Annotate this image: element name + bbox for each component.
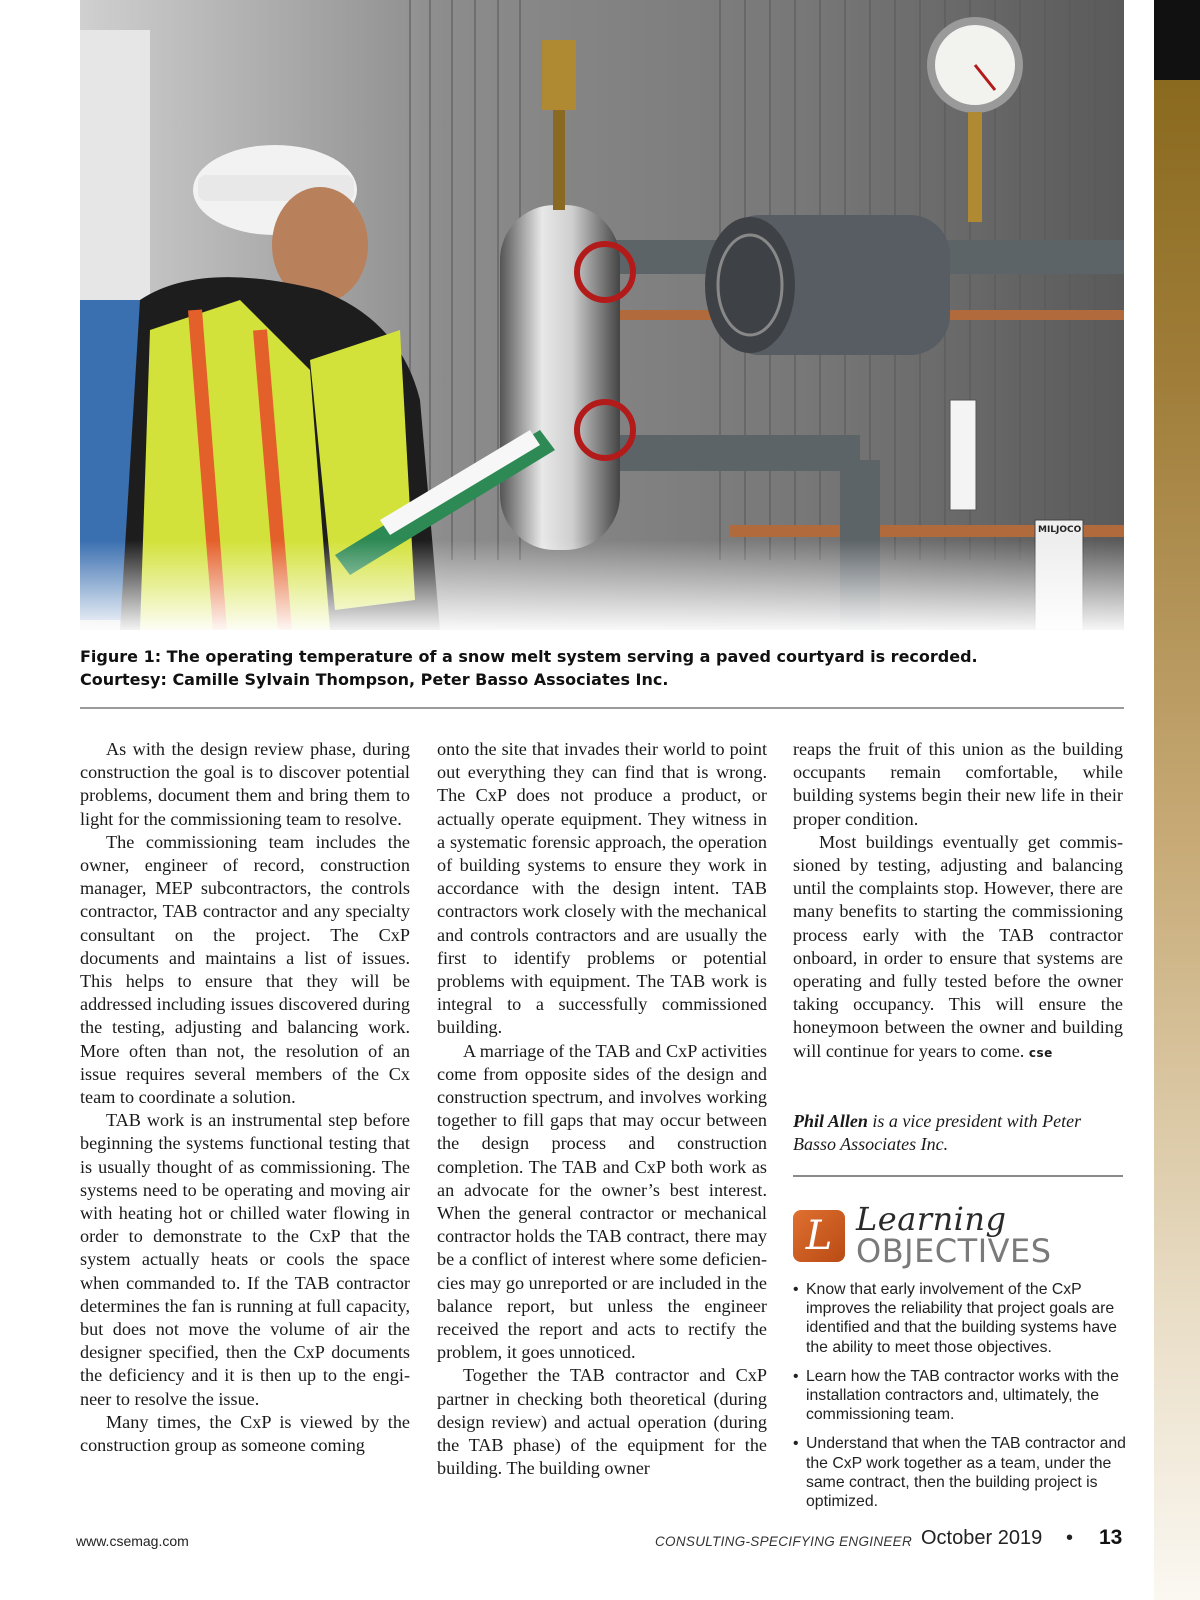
learning-objectives-list xyxy=(793,1280,1128,1521)
worker-inspecting-snow-melt-equipment-photo xyxy=(80,0,1124,630)
caption-line-1: Figure 1: The operating temperature of a snow melt system serving a paved courtyard is recorded. xyxy=(80,647,978,666)
paragraph xyxy=(793,831,1123,1065)
paragraph: As with the design review phase, during construction the goal is to discover potential problems, document them and bring them to light for the commissioning team to resolve. xyxy=(80,739,410,829)
list-item: • Learn how the TAB contractor works with the installation contractors and, ultimately, the commissioning team. xyxy=(793,1367,1128,1425)
author-name: Phil Allen xyxy=(793,1111,868,1131)
learning-objectives-title-objectives: OBJECTIVES xyxy=(856,1232,1052,1270)
learning-objectives-badge-icon: L xyxy=(793,1210,845,1262)
caption-line-2: Courtesy: Camille Sylvain Thompson, Peter Basso Associates Inc. xyxy=(80,670,669,689)
learning-objectives-divider xyxy=(793,1175,1123,1177)
article-column-1 xyxy=(80,738,410,1457)
page-edge-black-tab xyxy=(1154,0,1200,80)
caption-divider xyxy=(80,707,1124,709)
article-column-3 xyxy=(793,738,1123,1065)
footer-issue-date: October 2019 xyxy=(921,1527,1043,1549)
paragraph: reaps the fruit of this union as the building occupants remain comfortable, while building systems begin their new life in their proper condition. xyxy=(793,739,1123,829)
paragraph: Many times, the CxP is viewed by the construction group as someone coming xyxy=(80,1411,410,1456)
paragraph: The commissioning team includes the owner, engineer of record, construction manager, MEP subcontractors, the controls contractor, TAB contractor and any specialty consultant on the project. The CxP documents and maintains a list of issues. This helps to ensure that they will be addressed including issues discovered during the testing, adjusting and balancing work. More often than not, the resolution of an issue requires several members of the Cx team to coordinate a solution. xyxy=(80,831,410,1108)
author-description: is a vice president with Peter Basso Associates Inc. xyxy=(793,1111,1082,1154)
page-number: 13 xyxy=(1099,1526,1123,1549)
footer-website-link[interactable]: www.csemag.com xyxy=(76,1533,189,1549)
author-bio xyxy=(793,1110,1123,1156)
cse-end-mark: cse xyxy=(1028,1045,1053,1060)
paragraph: TAB work is an instrumental step before beginning the systems functional testing that is usually thought of as commissioning. The systems need to be operating and moving air with heating hot or chilled water flowing in order to demonstrate to the CxP that the system actually heats or cools the space when commanded to. If the TAB contractor determines the fan is running at full capacity, but does not move the volume of air the designer specified, then the CxP documents the deficiency and it is then up to the engineer to resolve the issue. xyxy=(80,1110,410,1409)
figure-photo xyxy=(80,0,1124,630)
footer-separator: • xyxy=(1066,1527,1074,1549)
gauge-brand-label: MILJOCO xyxy=(1038,525,1082,535)
paragraph: onto the site that invades their world to point out everything they can find that is wrong. The CxP does not produce a product, or actually operate equipment. They witness in a systematic forensic approach, the operation of building systems to ensure they work in accordance with the design intent. TAB contractors work closely with the mechanical and controls contractors and are usually the first to identify problems or potential problems with equipment. The TAB work is integral to a successfully commissioned building. xyxy=(437,739,767,1038)
article-column-2 xyxy=(437,738,767,1481)
list-item: • Know that early involvement of the CxP improves the reliability that project goals are identified and that the building systems have the ability to meet those objectives. xyxy=(793,1280,1128,1357)
list-item: • Understand that when the TAB contractor and the CxP work together as a team, under the same contract, then the building project is optimized. xyxy=(793,1434,1128,1511)
footer-magazine-name: CONSULTING-SPECIFYING ENGINEER xyxy=(655,1534,913,1549)
figure-caption xyxy=(80,645,1124,691)
learning-objectives-title-learning: Learning xyxy=(856,1200,1007,1238)
paragraph: Together the TAB contractor and CxP partner in checking both theoretical (during design review) and actual operation (during the TAB phase) of the equipment for the building. The building owner xyxy=(437,1365,767,1479)
paragraph-text: Most buildings eventually get commissioned by testing, adjusting and balancing until the complaints stop. However, there are many benefits to starting the commissioning process early with the TAB contractor onboard, in order to ensure that systems are operating and fully tested before the owner taking occupancy. This will ensure the honeymoon between the owner and building will continue for years to come. xyxy=(793,831,1123,1061)
paragraph: A marriage of the TAB and CxP activities come from opposite sides of the design and construction spectrum, and involves working together to fill gaps that may occur between the design process and construction completion. The TAB and CxP both work as an advocate for the owner’s best interest. When the general contractor or mechanical contractor holds the TAB contract, there may be a conflict of interest where some deficiencies may go unreported or are included in the balance report, but unless the engineer received the report and acts to rectify the problem, it goes unnoticed. xyxy=(437,1040,767,1363)
page-edge-gold-strip xyxy=(1154,80,1200,1600)
